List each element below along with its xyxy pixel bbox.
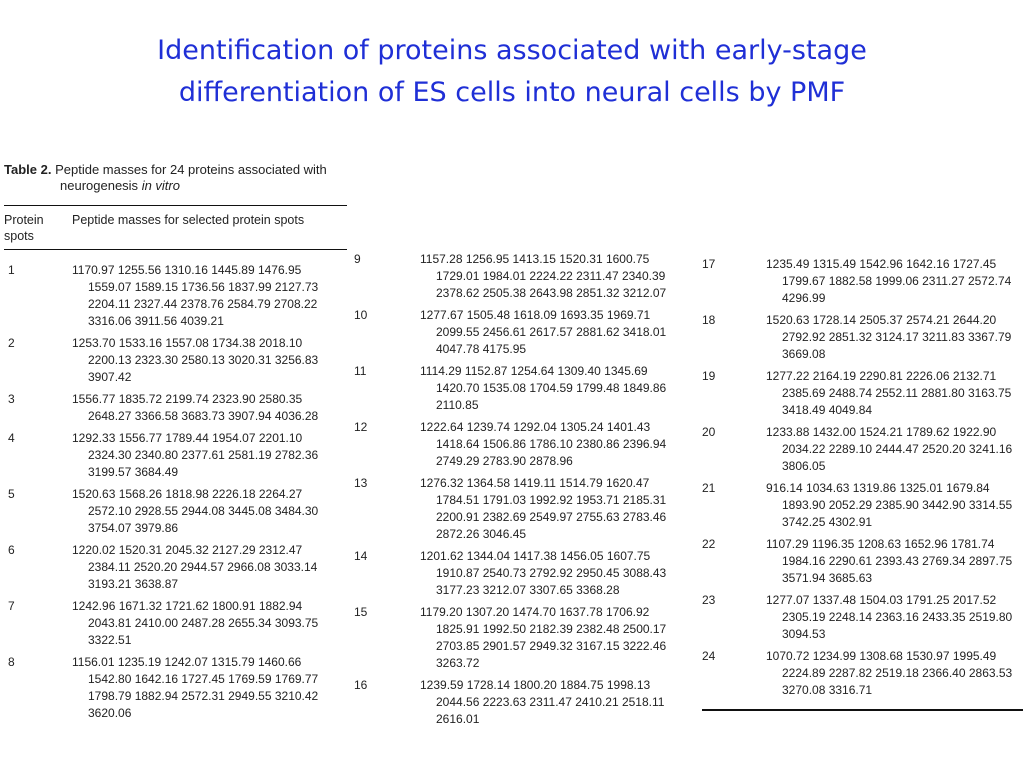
table-row — [8, 262, 318, 330]
peptide-mass-line: 4296.99 — [782, 291, 826, 305]
peptide-mass-line: 1784.51 1791.03 1992.92 1953.71 2185.31 — [436, 493, 667, 507]
peptide-mass-line: 1239.59 1728.14 1800.20 1884.75 1998.13 — [420, 678, 651, 692]
peptide-mass-line: 3199.57 3684.49 — [88, 465, 179, 479]
peptide-mass-line: 1277.07 1337.48 1504.03 1791.25 2017.52 — [766, 593, 997, 607]
table-row — [354, 475, 666, 543]
peptide-mass-line: 3263.72 — [436, 656, 480, 670]
protein-spot-number: 8 — [8, 655, 15, 669]
peptide-mass-line: 1170.97 1255.56 1310.16 1445.89 1476.95 — [72, 263, 302, 277]
table-row — [354, 548, 666, 599]
slide-title-line2: differentiation of ES cells into neural cells by PMF — [178, 77, 846, 108]
table-row — [702, 256, 1012, 307]
peptide-mass-line: 2324.30 2340.80 2377.61 2581.19 2782.36 — [88, 448, 319, 462]
peptide-mass-line: 1114.29 1152.87 1254.64 1309.40 1345.69 — [420, 364, 648, 378]
peptide-mass-line: 1520.63 1728.14 2505.37 2574.21 2644.20 — [766, 313, 997, 327]
peptide-masses — [8, 262, 318, 330]
protein-spot-number: 15 — [354, 605, 368, 619]
protein-spot-number: 20 — [702, 425, 716, 439]
peptide-mass-line: 2305.19 2248.14 2363.16 2433.35 2519.80 — [782, 610, 1013, 624]
peptide-masses — [354, 363, 666, 414]
peptide-mass-line: 1292.33 1556.77 1789.44 1954.07 2201.10 — [72, 431, 303, 445]
table-row — [354, 604, 666, 672]
table-row — [354, 363, 666, 414]
peptide-mass-line: 1157.28 1256.95 1413.15 1520.31 1600.75 — [420, 252, 650, 266]
peptide-mass-line: 2200.91 2382.69 2549.97 2755.63 2783.46 — [436, 510, 667, 524]
protein-spot-number: 14 — [354, 549, 368, 563]
protein-spot-number: 11 — [354, 364, 367, 378]
peptide-mass-line: 1220.02 1520.31 2045.32 2127.29 2312.47 — [72, 543, 303, 557]
peptide-masses — [354, 419, 666, 470]
table-caption — [4, 162, 354, 194]
table-row — [702, 312, 1012, 363]
peptide-masses — [702, 256, 1012, 307]
column-header-peptide-masses: Peptide masses for selected protein spots — [72, 213, 305, 227]
peptide-mass-line: 2110.85 — [436, 398, 479, 412]
table-row — [354, 677, 666, 728]
table-row — [702, 648, 1012, 699]
peptide-mass-line: 2648.27 3366.58 3683.73 3907.94 4036.28 — [88, 409, 319, 423]
protein-spot-number: 9 — [354, 252, 361, 266]
peptide-mass-line: 3322.51 — [88, 633, 132, 647]
peptide-mass-line: 1070.72 1234.99 1308.68 1530.97 1995.49 — [766, 649, 997, 663]
peptide-masses — [702, 480, 1012, 531]
peptide-masses — [354, 604, 666, 672]
protein-spot-number: 18 — [702, 313, 716, 327]
table-row — [354, 419, 666, 470]
protein-spot-number: 17 — [702, 257, 716, 271]
table-column-middle — [354, 251, 666, 733]
protein-spot-number: 6 — [8, 543, 15, 557]
peptide-mass-line: 2616.01 — [436, 712, 480, 726]
peptide-mass-line: 2099.55 2456.61 2617.57 2881.62 3418.01 — [436, 325, 667, 339]
peptide-mass-line: 2703.85 2901.57 2949.32 3167.15 3222.46 — [436, 639, 667, 653]
peptide-mass-line: 1107.29 1196.35 1208.63 1652.96 1781.74 — [766, 537, 995, 551]
peptide-mass-line: 2385.69 2488.74 2552.11 2881.80 3163.75 — [782, 386, 1012, 400]
peptide-mass-line: 1179.20 1307.20 1474.70 1637.78 1706.92 — [420, 605, 650, 619]
slide-title — [0, 30, 1024, 114]
protein-spot-number: 21 — [702, 481, 716, 495]
protein-spot-number: 2 — [8, 336, 15, 350]
peptide-mass-line: 2378.62 2505.38 2643.98 2851.32 3212.07 — [436, 286, 667, 300]
peptide-mass-line: 1222.64 1239.74 1292.04 1305.24 1401.43 — [420, 420, 651, 434]
peptide-mass-line: 1893.90 2052.29 2385.90 3442.90 3314.55 — [782, 498, 1013, 512]
peptide-mass-line: 1235.49 1315.49 1542.96 1642.16 1727.45 — [766, 257, 997, 271]
protein-spot-number: 7 — [8, 599, 15, 613]
peptide-mass-line: 1242.96 1671.32 1721.62 1800.91 1882.94 — [72, 599, 303, 613]
table-row — [702, 368, 1012, 419]
peptide-mass-line: 2872.26 3046.45 — [436, 527, 527, 541]
peptide-mass-line: 2572.10 2928.55 2944.08 3445.08 3484.30 — [88, 504, 319, 518]
peptide-masses — [354, 475, 666, 543]
peptide-mass-line: 3806.05 — [782, 459, 826, 473]
protein-spot-number: 13 — [354, 476, 368, 490]
protein-spot-number: 1 — [8, 263, 15, 277]
table-row — [354, 307, 666, 358]
slide-title-line1: Identification of proteins associated with early-stage — [157, 35, 867, 66]
peptide-masses — [8, 598, 318, 649]
peptide-masses — [8, 486, 318, 537]
peptide-masses — [8, 542, 318, 593]
peptide-mass-line: 2749.29 2783.90 2878.96 — [436, 454, 573, 468]
peptide-mass-line: 1520.63 1568.26 1818.98 2226.18 2264.27 — [72, 487, 303, 501]
peptide-mass-line: 2034.22 2289.10 2444.47 2520.20 3241.16 — [782, 442, 1013, 456]
peptide-mass-line: 1418.64 1506.86 1786.10 2380.86 2396.94 — [436, 437, 667, 451]
peptide-mass-line: 3571.94 3685.63 — [782, 571, 873, 585]
table-row — [702, 592, 1012, 643]
protein-spot-number: 4 — [8, 431, 15, 445]
table-row — [8, 486, 318, 537]
table-caption-italic: in vitro — [141, 178, 180, 193]
peptide-mass-line: 2384.11 2520.20 2944.57 2966.08 3033.14 — [88, 560, 318, 574]
peptide-mass-line: 4047.78 4175.95 — [436, 342, 527, 356]
protein-spot-number: 24 — [702, 649, 716, 663]
peptide-mass-line: 3270.08 3316.71 — [782, 683, 873, 697]
peptide-masses — [702, 312, 1012, 363]
table-column-left — [8, 262, 318, 727]
table-row — [702, 424, 1012, 475]
table-row — [702, 536, 1012, 587]
peptide-masses — [702, 648, 1012, 699]
peptide-mass-line: 3177.23 3212.07 3307.65 3368.28 — [436, 583, 620, 597]
peptide-mass-line: 1984.16 2290.61 2393.43 2769.34 2897.75 — [782, 554, 1013, 568]
peptide-mass-line: 2224.89 2287.82 2519.18 2366.40 2863.53 — [782, 666, 1013, 680]
peptide-mass-line: 3742.25 4302.91 — [782, 515, 873, 529]
peptide-mass-line: 3907.42 — [88, 370, 132, 384]
protein-spot-number: 23 — [702, 593, 716, 607]
peptide-mass-line: 2200.13 2323.30 2580.13 3020.31 3256.83 — [88, 353, 319, 367]
peptide-masses — [354, 251, 666, 302]
peptide-mass-line: 1277.67 1505.48 1618.09 1693.35 1969.71 — [420, 308, 651, 322]
table-row — [8, 391, 318, 425]
table-header-rule — [4, 249, 347, 250]
peptide-mass-line: 1825.91 1992.50 2182.39 2382.48 2500.17 — [436, 622, 667, 636]
peptide-mass-line: 2792.92 2851.32 3124.17 3211.83 3367.79 — [782, 330, 1012, 344]
peptide-masses — [354, 307, 666, 358]
protein-spot-number: 5 — [8, 487, 15, 501]
peptide-masses — [702, 536, 1012, 587]
peptide-mass-line: 2043.81 2410.00 2487.28 2655.34 3093.75 — [88, 616, 319, 630]
peptide-mass-line: 1201.62 1344.04 1417.38 1456.05 1607.75 — [420, 549, 651, 563]
table-row — [8, 335, 318, 386]
table-row — [354, 251, 666, 302]
table-bottom-rule — [702, 709, 1023, 711]
column-header-protein-spots: Protein spots — [4, 213, 44, 243]
peptide-masses — [8, 335, 318, 386]
peptide-mass-line: 3754.07 3979.86 — [88, 521, 179, 535]
peptide-masses — [702, 424, 1012, 475]
peptide-mass-line: 3620.06 — [88, 706, 132, 720]
peptide-mass-line: 3418.49 4049.84 — [782, 403, 873, 417]
peptide-masses — [354, 677, 666, 728]
table-caption-text-2: neurogenesis — [60, 178, 139, 193]
table-column-right — [702, 256, 1012, 704]
peptide-mass-line: 1253.70 1533.16 1557.08 1734.38 2018.10 — [72, 336, 303, 350]
peptide-mass-line: 1156.01 1235.19 1242.07 1315.79 1460.66 — [72, 655, 302, 669]
peptide-mass-line: 1277.22 2164.19 2290.81 2226.06 2132.71 — [766, 369, 997, 383]
protein-spot-number: 10 — [354, 308, 368, 322]
peptide-mass-line: 1798.79 1882.94 2572.31 2949.55 3210.42 — [88, 689, 319, 703]
peptide-mass-line: 2044.56 2223.63 2311.47 2410.21 2518.11 — [436, 695, 665, 709]
table-caption-text: Peptide masses for 24 proteins associated with — [55, 162, 327, 177]
peptide-mass-line: 3316.06 3911.56 4039.21 — [88, 314, 224, 328]
peptide-masses — [702, 592, 1012, 643]
protein-spot-number: 3 — [8, 392, 15, 406]
peptide-mass-line: 1233.88 1432.00 1524.21 1789.62 1922.90 — [766, 425, 997, 439]
peptide-mass-line: 1420.70 1535.08 1704.59 1799.48 1849.86 — [436, 381, 667, 395]
peptide-mass-line: 3193.21 3638.87 — [88, 577, 179, 591]
peptide-mass-line: 2204.11 2327.44 2378.76 2584.79 2708.22 — [88, 297, 318, 311]
peptide-mass-line: 1910.87 2540.73 2792.92 2950.45 3088.43 — [436, 566, 667, 580]
peptide-mass-line: 916.14 1034.63 1319.86 1325.01 1679.84 — [766, 481, 990, 495]
peptide-mass-line: 3094.53 — [782, 627, 826, 641]
table-row — [8, 542, 318, 593]
table-row — [8, 598, 318, 649]
peptide-mass-line: 1556.77 1835.72 2199.74 2323.90 2580.35 — [72, 392, 303, 406]
peptide-mass-line: 1542.80 1642.16 1727.45 1769.59 1769.77 — [88, 672, 319, 686]
peptide-masses — [702, 368, 1012, 419]
table-top-rule — [4, 205, 347, 206]
protein-spot-number: 12 — [354, 420, 368, 434]
peptide-masses — [8, 430, 318, 481]
peptide-masses — [8, 391, 318, 425]
protein-spot-number: 16 — [354, 678, 368, 692]
table-row — [8, 654, 318, 722]
table-row — [702, 480, 1012, 531]
table-row — [8, 430, 318, 481]
peptide-masses — [8, 654, 318, 722]
peptide-mass-line: 3669.08 — [782, 347, 826, 361]
peptide-masses — [354, 548, 666, 599]
protein-spot-number: 22 — [702, 537, 716, 551]
table-label: Table 2. — [4, 162, 52, 177]
peptide-mass-line: 1559.07 1589.15 1736.56 1837.99 2127.73 — [88, 280, 319, 294]
peptide-mass-line: 1729.01 1984.01 2224.22 2311.47 2340.39 — [436, 269, 666, 283]
peptide-mass-line: 1276.32 1364.58 1419.11 1514.79 1620.47 — [420, 476, 650, 490]
peptide-mass-line: 1799.67 1882.58 1999.06 2311.27 2572.74 — [782, 274, 1012, 288]
protein-spot-number: 19 — [702, 369, 716, 383]
